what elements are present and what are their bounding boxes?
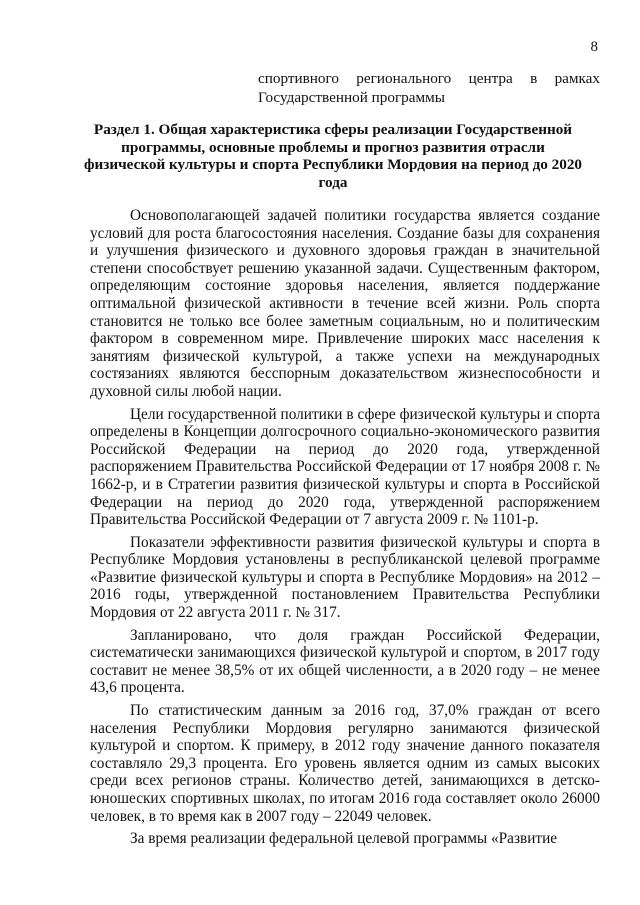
page-number: 8 — [590, 39, 598, 55]
paragraph-3: Показатели эффективности развития физической культуры и спорта в Республике Мордовия установлены в республиканской целевой программе «Развитие физической культуры и спорта в Республике Мордовия» на 2012 – 2016 годы, утвержденной постановлением Правительства Республики Мордовия от 22 августа 2011 г. № 317. — [90, 533, 600, 622]
paragraph-6: За время реализации федеральной целевой программы «Развитие — [130, 830, 558, 848]
continued-text-fragment — [258, 70, 600, 107]
body-text — [90, 207, 600, 853]
paragraph-2: Цели государственной политики в сфере физической культуры и спорта определены в Концепции долгосрочного социально-экономического развития Российской Федерации на период до 2020 года, утвержденной распоряжением Правительства Российской Федерации от 17 ноября 2008 г. № 1662-р, и в Стратегии развития физической культуры и спорта в Российской Федерации на период до 2020 года, утвержденной распоряжением Правительства Российской Федерации от 7 августа 2009 г. № 1101-р. — [90, 405, 600, 529]
paragraph-5: По статистическим данным за 2016 год, 37,0% граждан от всего населения Республики Мордовия регулярно занимаются физической культурой и спортом. К примеру, в 2012 году значение данного показателя составляло 29,3 процента. Его уровень является одним из самых высоких среди всех регионов страны. Количество детей, занимающихся в детско-юношеских спортивных школах, по итогам 2016 года составляет около 26000 человек, в то время как в 2007 году – 22049 человек. — [90, 702, 600, 825]
paragraph-1: Основополагающей задачей политики государства является создание условий для роста благосостояния населения. Создание базы для сохранения и улучшения физического и духовного здоровья граждан в значительной степени способствует решению указанной задачи. Существенным фактором, определяющим состояние здоровья населения, является поддержание оптимальной физической активности в течение всей жизни. Роль спорта становится не только все более заметным социальным, но и политическим фактором в современном мире. Привлечение широких масс населения к занятиям физической культурой, а также успехи на международных состязаниях являются бесспорным доказательством жизнеспособности и духовной силы любой нации. — [90, 207, 600, 400]
fragment-line-1: спортивного регионального центра в рамках — [258, 70, 600, 87]
section-title: Раздел 1. Общая характеристика сферы реализации Государственной программы, основные проблемы и прогноз развития отрасли физической культуры и спорта Республики Мордовия на период до 2020 года — [83, 121, 583, 191]
paragraph-4: Запланировано, что доля граждан Российской Федерации, систематически занимающихся физической культурой и спортом, в 2017 году составит не менее 38,5% от их общей численности, а в 2020 году – не менее 43,6 процента. — [90, 626, 600, 697]
fragment-line-2: Государственной программы — [258, 88, 445, 106]
